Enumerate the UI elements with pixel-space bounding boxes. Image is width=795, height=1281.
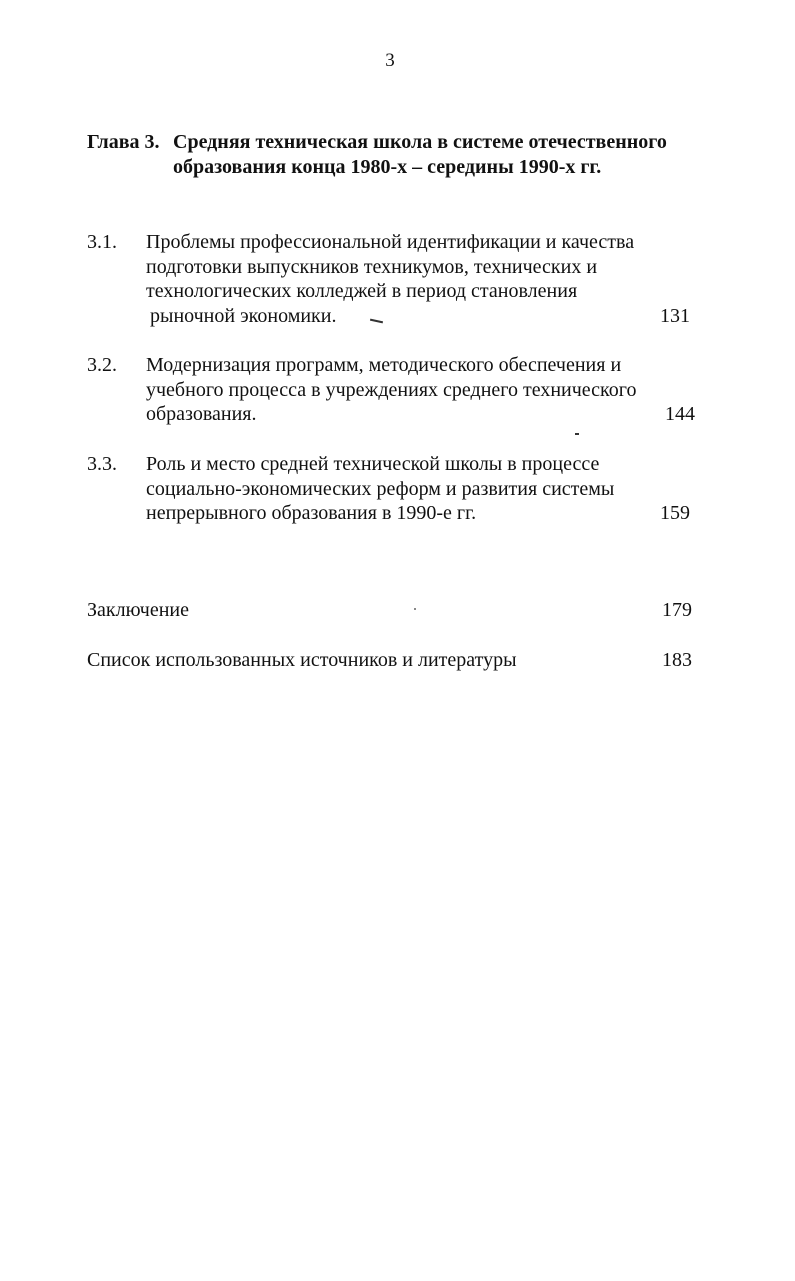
section-title-line: подготовки выпускников техникумов, технических и bbox=[146, 255, 598, 278]
toc-section-3-1 bbox=[87, 230, 707, 328]
entry-page-number: 183 bbox=[662, 649, 692, 671]
section-title-line: непрерывного образования в 1990-е гг. bbox=[146, 502, 477, 524]
section-number: 3.1. bbox=[87, 231, 117, 253]
scan-mark bbox=[414, 608, 416, 610]
section-number: 3.3. bbox=[87, 453, 117, 475]
section-title bbox=[146, 452, 651, 526]
scan-mark bbox=[575, 433, 579, 435]
toc-section-3-3 bbox=[87, 452, 707, 526]
section-title-line: технологических колледжей в период становления bbox=[146, 280, 578, 302]
section-title-line: Проблемы профессиональной идентификации и качества bbox=[146, 231, 635, 253]
section-page-number: 131 bbox=[660, 304, 690, 327]
section-page-number: 144 bbox=[665, 403, 695, 425]
section-title bbox=[146, 353, 651, 427]
page-number: 3 bbox=[385, 50, 395, 71]
entry-page-number: 179 bbox=[662, 599, 692, 621]
section-title-line: Модернизация программ, методического обеспечения и bbox=[146, 354, 622, 376]
section-title bbox=[146, 230, 651, 328]
section-title-line: Роль и место средней технической школы в процессе bbox=[146, 453, 600, 475]
section-number: 3.2. bbox=[87, 354, 117, 376]
section-page-number: 159 bbox=[660, 502, 690, 524]
toc-section-3-2 bbox=[87, 353, 707, 427]
section-title-line: учебного процесса в учреждениях среднего технического bbox=[146, 378, 637, 401]
chapter-title-line2: образования конца 1980-х – середины 1990-х гг. bbox=[173, 156, 602, 178]
chapter-prefix: Глава 3. bbox=[87, 131, 160, 153]
entry-label: Заключение bbox=[87, 599, 189, 621]
chapter-title-line1: Средняя техническая школа в системе отечественного bbox=[173, 131, 667, 153]
section-title-line: рыночной экономики. bbox=[150, 304, 337, 327]
section-title-line: социально-экономических реформ и развития системы bbox=[146, 477, 615, 500]
entry-label: Список использованных источников и литературы bbox=[87, 649, 517, 671]
section-title-line: образования. bbox=[146, 403, 257, 425]
chapter-heading bbox=[87, 130, 727, 180]
